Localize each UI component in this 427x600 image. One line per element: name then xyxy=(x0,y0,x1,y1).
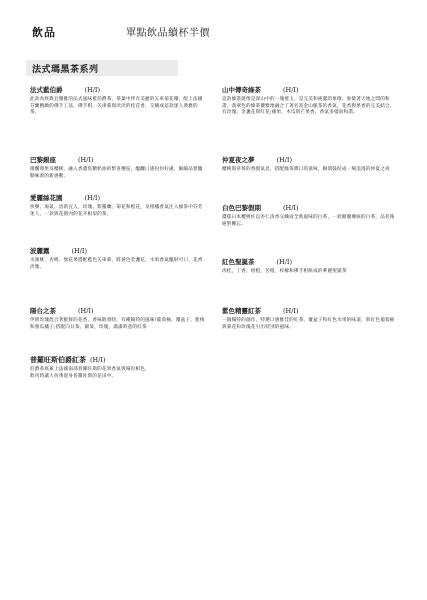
item-name: 波麗露 xyxy=(30,247,50,255)
menu-item-purple-elf xyxy=(222,307,397,331)
item-tag: (H/I) xyxy=(276,258,292,266)
page-title: 飲品 xyxy=(32,26,56,39)
page-subtitle: 單點飲品續杯半價 xyxy=(126,28,210,39)
item-name: 白色巴黎假期 xyxy=(222,204,261,212)
item-tag: (H/I) xyxy=(78,156,94,164)
item-tag: (H/I) xyxy=(283,86,299,94)
item-name: 紅色聖誕茶 xyxy=(222,258,255,266)
menu-item-paris-ginza xyxy=(30,156,205,180)
menu-item-blue-earl-grey xyxy=(30,86,205,117)
menu-item-white-paris-holiday xyxy=(222,204,397,228)
item-tag: (H/I) xyxy=(84,194,100,202)
item-name: 陽台之茶 xyxy=(30,307,56,315)
item-description: 伊朗玫瑰混合著鮮鮮的花香，香味散發時，有種獨特的風味!葡萄柚，覆盆子，藍梅和蜜瓜橘子;搭配向日葵、錦葵，玫瑰，滿滿時意的紅茶 xyxy=(30,318,205,330)
item-name: 法式藍伯爵 xyxy=(30,86,63,94)
menu-item-provence-earl-grey xyxy=(30,355,205,380)
item-tag: (H/I) xyxy=(276,156,292,164)
item-description: 這款綠茶就像是深山中的一塊璧玉，是完美和純潔的象徵，象徵著天地之間的和諧。翡翠色的綠茶優雅地融合了著名富金山脈茶的香氣，花香與果香的完美結合，有玫瑰、金盞花與紅花;蘋果、木瓜與芒果香，香氣多樣而和諧。 xyxy=(222,97,395,115)
item-name: 巴黎銀座 xyxy=(30,156,56,164)
item-description: 微醺莓果及櫻桃，融入香濃焦糖奶油的繁喜邂逅，醞釀口感份封好處，細細品嘗醞動味蕾的新感動。 xyxy=(30,167,203,179)
item-description: 伯爵茶底兼上法國南部普羅旺斯的花果香氣與場份相色，飲用時讓人彷彿置身普羅旺斯的花田中。 xyxy=(30,367,150,379)
menu-item-midsummer-dream xyxy=(222,156,397,174)
menu-item-alice-garden xyxy=(30,194,205,218)
item-description: 濃郁日本櫻桃佐以杏仁清香交織成全新風味的白茶，一款顛覆傳統的白茶，品茗後絕對難忘。 xyxy=(222,215,395,227)
menu-item-balcony-tea xyxy=(30,307,205,331)
item-description: 此款為經典且優雅的法式風味藍伯爵茶，茶葉中伴有美麗的矢車菊花瓣，配上法國芬蘭精緻的佛手工法，佛手柑、矢車菊與淡淡的桂花香，交織成這款迷人典雅的茶。 xyxy=(30,97,203,115)
item-tag: (H/I) xyxy=(71,247,87,255)
menu-item-bolero xyxy=(30,247,205,271)
item-tag: (H/I) xyxy=(84,86,100,94)
menu-item-mountain-green-tea xyxy=(222,86,397,117)
item-description: 櫻桃與草莓的香甜氣息，搭配綠茶潤口的滋味，瞬間鼓结成一場浪漫的仲夏之夜 xyxy=(222,167,390,172)
section-title: 法式瑪黑茶系列 xyxy=(32,65,99,75)
menu-item-red-christmas xyxy=(222,258,397,276)
item-tag: (H/I) xyxy=(78,307,94,315)
item-name: 普羅旺斯伯爵紅茶 xyxy=(30,355,86,364)
item-name: 仲夏夜之夢 xyxy=(222,156,255,164)
item-name: 愛麗絲花園 xyxy=(30,194,63,202)
item-name: 山中傳奇綠茶 xyxy=(222,86,261,94)
item-tag: (H/I) xyxy=(90,356,106,364)
item-tag: (H/I) xyxy=(283,204,299,212)
item-tag: (H/I) xyxy=(283,307,299,315)
item-description: 水蜜桃、杏桃、無花果搭配藍色矢車菊，將黃色金盞花、水果香氣醞財可口，花香淡雅。 xyxy=(30,258,203,270)
item-description: 肉桂，丁香，柑橙，苦橙，梓檬和佛手柑組成的華麗聖誕茶 xyxy=(222,269,347,274)
item-name: 紫色精靈紅茶 xyxy=(222,307,261,315)
item-description: 快樂、淘氣、清新宜人，玫瑰、紫羅蘭、菊花和橙花，及柑橘香氣注入綠茶中芬芳迷人，一款與花園內的花卉相似的茶。 xyxy=(30,205,203,217)
item-description: 一個獨特的創作，特選口感雅佳的紅茶，覆盆子和紅色水果的味道，與紅色葡萄柚與菊花和玫瑰花引出特別的風味。 xyxy=(222,318,395,330)
